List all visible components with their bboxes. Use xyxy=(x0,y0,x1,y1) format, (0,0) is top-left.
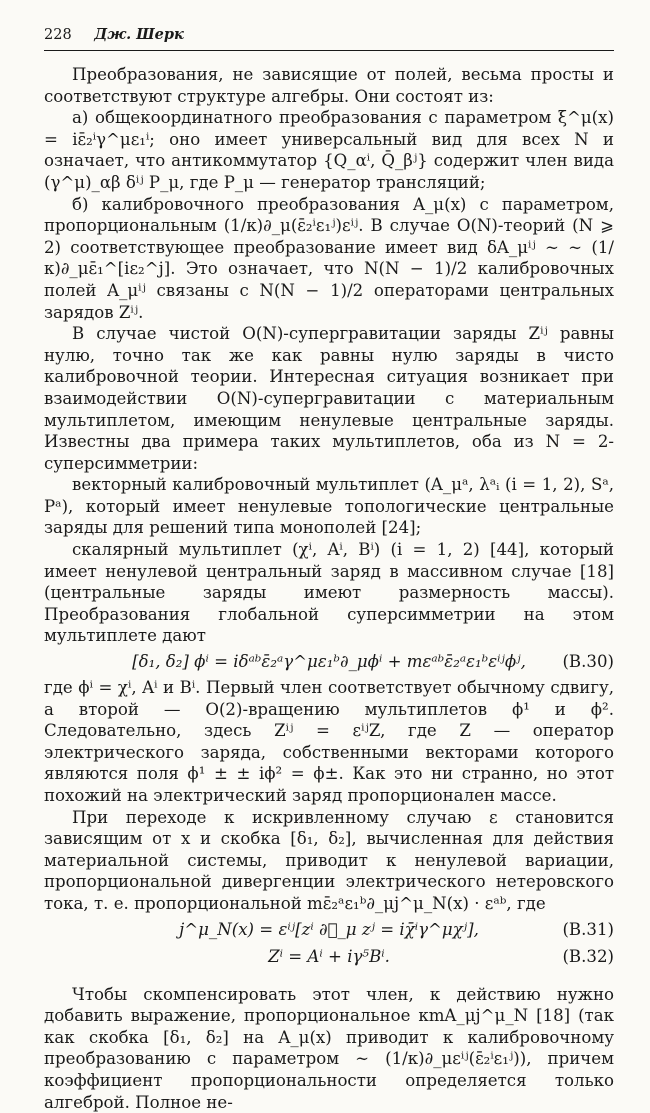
page-body xyxy=(44,64,614,1113)
equation-b30-number: (B.30) xyxy=(562,652,614,672)
paragraph-after-b30: где ϕⁱ = χⁱ, Aⁱ и Bⁱ. Первый член соответствует обычному сдвигу, а второй — O(2)-вращению мультиплетов ϕ¹ и ϕ². Следовательно, здесь Zⁱʲ = εⁱʲZ, где Z — оператор электрического заряда, собственными векторами которого являются поля ϕ¹ ± ± iϕ² = ϕ±. Как это ни странно, но этот похожий на электрический заряд пропорционален массе. xyxy=(44,678,614,805)
equation-b32 xyxy=(44,945,614,969)
page-number: 228 xyxy=(44,27,72,43)
paragraph-item-b: б) калибровочного преобразования A_μ(x) с параметром, пропорциональным (1/κ)∂_μ(ε̄₂ⁱε₁ʲ)εⁱʲ. В случае O(N)-теорий (N ⩾ 2) соответствующее преобразование имеет вид δA_μⁱʲ ∼ ∼ (1/κ)∂_με̄₁^[iε₂^j]. Это означает, что N(N − 1)/2 калибровочных полей A_μⁱʲ связаны с N(N − 1)/2 операторами центральных зарядов Zⁱʲ. xyxy=(44,194,614,322)
equation-b32-number: (B.32) xyxy=(562,946,614,966)
equation-b31-formula: j^μ_N(x) = εⁱʲ[zⁱ ∂⃡_μ zʲ = iχ̄ⁱγ^μχʲ], xyxy=(179,919,479,939)
paragraph-curved-case: При переходе к искривленному случаю ε становится зависящим от x и скобка [δ₁, δ₂], вычисленная для действия материальной системы, приводит к ненулевой вариации, пропорциональной дивергенции электрического нетеровского тока, т. е. пропорциональной mε̄₂ᵃε₁ᵇ∂_μj^μ_N(x) · εᵃᵇ, где xyxy=(44,807,614,913)
equation-b31-number: (B.31) xyxy=(562,919,614,939)
paragraph-scalar-multiplet: скалярный мультиплет (χⁱ, Aⁱ, Bⁱ) (i = 1, 2) [44], который имеет ненулевой центральный заряд в массивном случае [18] (центральные заряды имеют размерность массы). Преобразования глобальной суперсимметрии на этом мультиплете дают xyxy=(44,540,614,646)
running-header xyxy=(44,26,614,44)
running-header-author: Дж. Шерк xyxy=(94,26,184,43)
paragraph-compensation: Чтобы скомпенсировать этот член, к действию нужно добавить выражение, пропорциональное κmA_μj^μ_N [18] (так как скобка [δ₁, δ₂] на A_μ(x) приводит к калибровочному преобразованию с параметром ∼ (1/κ)∂_μεⁱʲ(ε̄₂ⁱε₁ʲ)), причем коэффициент пропорциональности определяется только алгеброй. Полное не- xyxy=(44,984,614,1112)
paragraph-intro: Преобразования, не зависящие от полей, весьма просты и соответствуют структуре алгебры. Они состоят из: xyxy=(44,65,614,106)
header-rule xyxy=(44,50,614,51)
equation-b32-formula: Zⁱ = Aⁱ + iγ⁵Bⁱ. xyxy=(268,946,390,966)
spacer xyxy=(44,972,614,984)
equation-b30-formula: [δ₁, δ₂] ϕⁱ = iδᵃᵇε̄₂ᵃγ^με₁ᵇ∂_μϕⁱ + mεᵃᵇε̄₂ᵃε₁ᵇεⁱʲϕʲ, xyxy=(132,652,526,672)
equation-b31 xyxy=(44,918,614,942)
paragraph-pure-supergravity: В случае чистой O(N)-супергравитации заряды Zⁱʲ равны нулю, точно так же как равны нулю заряды в чисто калибровочной теории. Интересная ситуация возникает при взаимодействии O(N)-супергравитации с материальным мультиплетом, имеющим ненулевые центральные заряды. Известны два примера таких мультиплетов, оба из N = 2-суперсимметрии: xyxy=(44,324,614,473)
paragraph-item-a: а) общекоординатного преобразования с параметром ξ^μ(x) = iε̄₂ⁱγ^με₁ⁱ; оно имеет универсальный вид для всех N и означает, что антикоммутатор {Q_αⁱ, Q̄_βʲ} содержит член вида (γ^μ)_αβ δⁱʲ P_μ, где P_μ — генератор трансляций; xyxy=(44,108,614,192)
paragraph-vector-multiplet: векторный калибровочный мультиплет (A_μᵃ, λᵃᵢ (i = 1, 2), Sᵃ, Pᵃ), который имеет ненулевые топологические центральные заряды для решений типа монополей [24]; xyxy=(44,475,614,538)
equation-b30 xyxy=(44,650,614,674)
